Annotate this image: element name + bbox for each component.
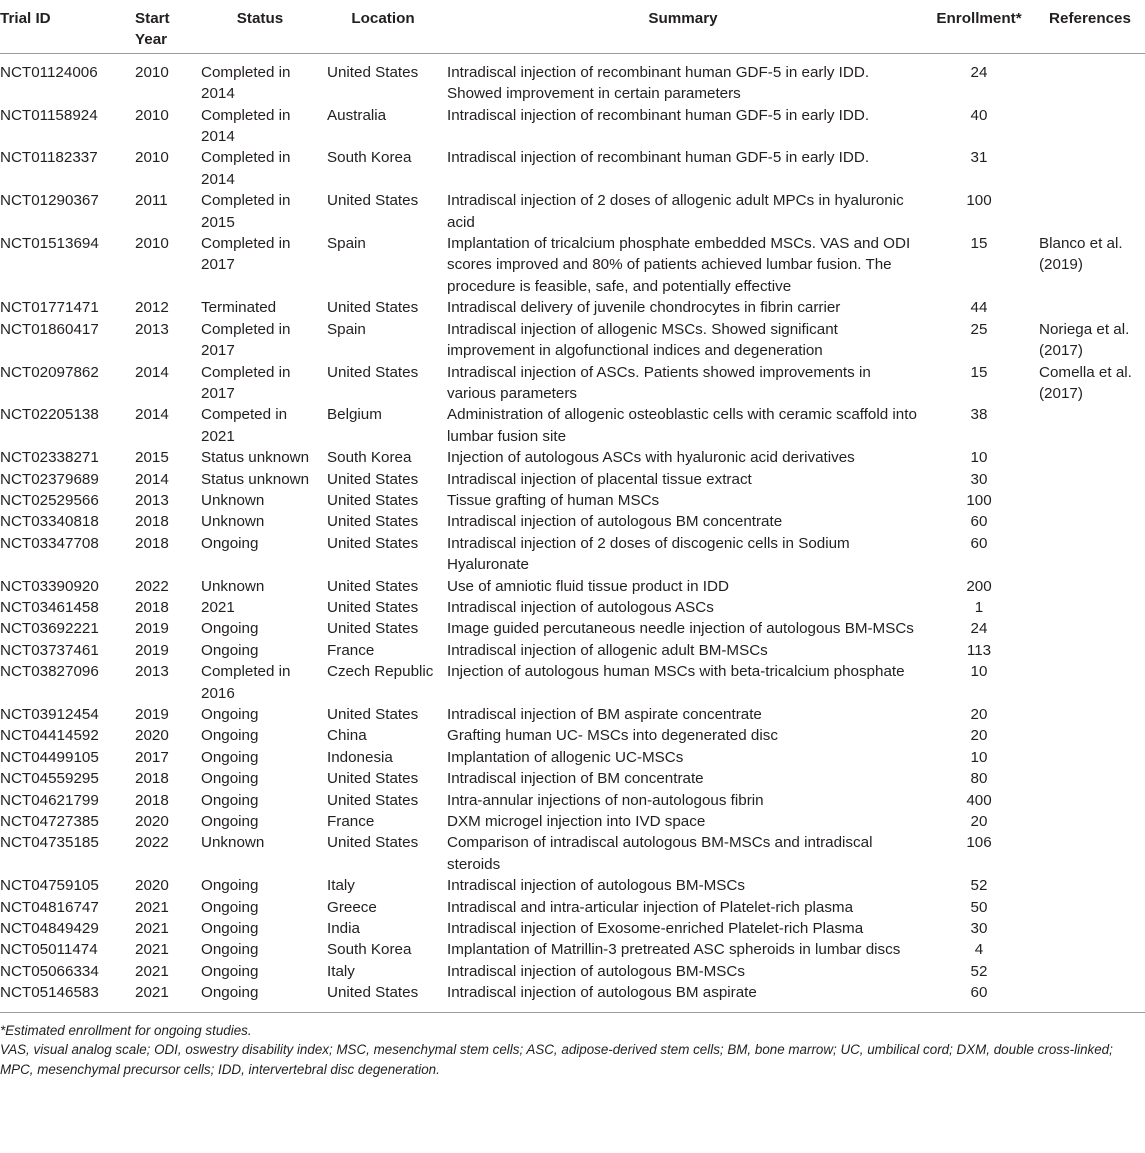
table-row: [0, 404, 1145, 447]
cell-status: Ongoing: [201, 770, 259, 788]
header-row: [0, 0, 1145, 53]
cell-references: [1035, 875, 1145, 896]
cell-location: United States: [327, 491, 419, 509]
cell-status: Ongoing: [201, 877, 259, 895]
table-row: [0, 618, 1145, 639]
cell-status: Unknown: [201, 491, 265, 509]
table-row: [0, 768, 1145, 789]
cell-summary: Intradiscal injection of autologous BM aspirate: [443, 982, 923, 1012]
cell-references: Noriega et al. (2017): [1039, 320, 1130, 360]
cell-location: United States: [327, 470, 419, 488]
cell-summary: Tissue grafting of human MSCs: [447, 491, 660, 509]
cell-summary: Intradiscal injection of 2 doses of allogenic adult MPCs in hyaluronic acid: [447, 192, 904, 231]
cell-references: [1035, 897, 1145, 918]
cell-enrollment: 15: [970, 363, 988, 381]
cell-references: [1035, 747, 1145, 768]
cell-trial-id: NCT02379689: [0, 470, 99, 488]
cell-trial-id: NCT01290367: [0, 192, 99, 210]
cell-status: Completed in 2014: [201, 63, 291, 103]
cell-start-year: 2014: [135, 363, 169, 381]
cell-references: [1035, 469, 1145, 490]
cell-status: Terminated: [201, 299, 277, 317]
cell-enrollment: 15: [970, 235, 988, 253]
table-row: [0, 576, 1145, 597]
cell-summary: Intradiscal injection of autologous BM concentrate: [447, 513, 783, 531]
cell-status: Unknown: [201, 834, 265, 852]
footnote-estimated: *Estimated enrollment for ongoing studies.: [0, 1022, 252, 1038]
cell-trial-id: NCT04559295: [0, 770, 99, 788]
cell-references: [1035, 768, 1145, 789]
cell-trial-id: NCT04499105: [0, 748, 99, 766]
header-enrollment: Enrollment*: [923, 0, 1035, 53]
cell-trial-id: NCT03347708: [0, 534, 99, 552]
table-row: [0, 597, 1145, 618]
table-row: [0, 832, 1145, 875]
cell-trial-id: NCT03737461: [0, 641, 99, 659]
cell-status: Status unknown: [201, 470, 310, 488]
cell-references: [1035, 511, 1145, 532]
cell-trial-id: NCT04849429: [0, 920, 99, 938]
cell-trial-id: NCT04816747: [0, 898, 99, 916]
cell-status: Ongoing: [201, 748, 259, 766]
cell-trial-id: NCT02338271: [0, 449, 99, 467]
cell-enrollment: 200: [966, 577, 992, 595]
cell-location: India: [327, 920, 360, 938]
cell-location: Italy: [327, 962, 355, 980]
cell-status: Competed in 2021: [201, 406, 288, 445]
cell-references: [1035, 53, 1145, 104]
cell-summary: Intradiscal and intra-articular injection of Platelet-rich plasma: [447, 898, 854, 916]
cell-summary: Intradiscal injection of 2 doses of discogenic cells in Sodium Hyaluronate: [447, 534, 850, 574]
cell-trial-id: NCT01771471: [0, 299, 99, 317]
cell-summary: Intradiscal injection of ASCs. Patients showed improvements in various parameters: [447, 363, 871, 402]
cell-references: [1035, 725, 1145, 746]
cell-trial-id: NCT04414592: [0, 727, 99, 745]
cell-location: United States: [327, 192, 419, 210]
cell-enrollment: 100: [966, 491, 992, 509]
table-row: [0, 469, 1145, 490]
cell-start-year: 2019: [135, 620, 169, 638]
cell-status: Completed in 2014: [201, 106, 291, 146]
cell-references: [1035, 490, 1145, 511]
cell-status: Ongoing: [201, 813, 259, 831]
cell-location: Italy: [327, 877, 355, 895]
cell-enrollment: 400: [966, 791, 992, 809]
cell-trial-id: NCT03692221: [0, 620, 99, 638]
cell-location: France: [327, 641, 375, 659]
table-row: [0, 190, 1145, 233]
cell-trial-id: NCT05066334: [0, 962, 99, 980]
cell-enrollment: 20: [970, 813, 988, 831]
header-references: References: [1035, 0, 1145, 53]
cell-references: [1035, 576, 1145, 597]
cell-status: Ongoing: [201, 727, 259, 745]
cell-status: Completed in 2017: [201, 363, 291, 402]
table-row: [0, 533, 1145, 576]
cell-enrollment: 24: [970, 620, 988, 638]
cell-references: [1035, 533, 1145, 576]
cell-location: Australia: [327, 106, 387, 124]
cell-start-year: 2010: [135, 235, 169, 253]
cell-enrollment: 50: [970, 898, 988, 916]
cell-status: Completed in 2017: [201, 320, 291, 360]
cell-start-year: 2011: [135, 192, 168, 210]
cell-status: Completed in 2014: [201, 149, 291, 188]
cell-start-year: 2018: [135, 791, 169, 809]
cell-start-year: 2022: [135, 834, 169, 852]
cell-summary: Implantation of allogenic UC-MSCs: [447, 748, 684, 766]
cell-enrollment: 113: [966, 641, 992, 659]
cell-enrollment: 10: [970, 449, 988, 467]
table-row: [0, 233, 1145, 297]
table-row: [0, 319, 1145, 362]
cell-summary: Comparison of intradiscal autologous BM-MSCs and intradiscal steroids: [447, 834, 873, 873]
cell-status: 2021: [201, 598, 235, 616]
cell-summary: Intradiscal injection of recombinant human GDF-5 in early IDD.: [447, 106, 870, 124]
cell-enrollment: 24: [970, 63, 988, 81]
cell-summary: Intradiscal injection of autologous ASCs: [447, 598, 714, 616]
cell-references: [1035, 105, 1145, 148]
cell-enrollment: 10: [970, 748, 988, 766]
cell-status: Completed in 2016: [201, 663, 291, 702]
cell-start-year: 2021: [135, 898, 169, 916]
cell-location: United States: [327, 63, 419, 81]
cell-start-year: 2020: [135, 877, 169, 895]
cell-references: [1035, 404, 1145, 447]
footnote-abbreviations: VAS, visual analog scale; ODI, oswestry disability index; MSC, mesenchymal stem cells; ASC, adipose-derived stem cells; BM, bone marrow; UC, umbilical cord; DXM, double cross-linked; MPC, mesenchymal precursor cells; IDD, intervertebral disc degeneration.: [0, 1042, 1113, 1077]
cell-start-year: 2010: [135, 149, 169, 167]
cell-location: Indonesia: [327, 748, 393, 766]
cell-location: United States: [323, 982, 443, 1012]
cell-location: United States: [327, 598, 419, 616]
table-row: [0, 961, 1145, 982]
cell-references: [1035, 661, 1145, 704]
cell-summary: Implantation of tricalcium phosphate embedded MSCs. VAS and ODI scores improved and 80% of patients achieved lumbar fusion. The procedure is feasible, safe, and potentially effective: [447, 235, 911, 295]
cell-location: United States: [327, 620, 419, 638]
table-row: [0, 147, 1145, 190]
table-row: [0, 747, 1145, 768]
table-row: [0, 490, 1145, 511]
cell-start-year: 2013: [135, 491, 169, 509]
cell-location: United States: [327, 791, 419, 809]
cell-location: United States: [327, 363, 419, 381]
cell-location: South Korea: [327, 941, 412, 959]
cell-references: [1035, 939, 1145, 960]
cell-references: [1035, 447, 1145, 468]
cell-status: Completed in 2015: [201, 192, 291, 231]
cell-enrollment: 60: [923, 982, 1035, 1012]
table-row: [0, 939, 1145, 960]
cell-start-year: 2018: [135, 770, 169, 788]
cell-trial-id: NCT04735185: [0, 834, 99, 852]
cell-summary: Intradiscal injection of placental tissue extract: [447, 470, 752, 488]
cell-references: [1035, 811, 1145, 832]
table-row: [0, 640, 1145, 661]
header-summary: Summary: [443, 0, 923, 53]
cell-enrollment: 52: [970, 877, 988, 895]
cell-summary: Intradiscal injection of recombinant human GDF-5 in early IDD. Showed improvement in certain parameters: [447, 63, 870, 103]
cell-status: Unknown: [201, 577, 265, 595]
cell-trial-id: NCT03340818: [0, 513, 99, 531]
cell-enrollment: 40: [970, 106, 988, 124]
cell-summary: Administration of allogenic osteoblastic cells with ceramic scaffold into lumbar fusion site: [447, 406, 917, 445]
cell-location: United States: [327, 577, 419, 595]
cell-location: United States: [327, 770, 419, 788]
cell-references: [1035, 790, 1145, 811]
cell-start-year: 2019: [135, 706, 169, 723]
table-row: [0, 725, 1145, 746]
cell-enrollment: 31: [970, 149, 988, 167]
cell-status: Ongoing: [201, 941, 259, 959]
cell-status: Ongoing: [201, 706, 259, 723]
cell-trial-id: NCT01182337: [0, 149, 98, 167]
table-row: [0, 511, 1145, 532]
cell-status: Unknown: [201, 513, 265, 531]
cell-enrollment: 20: [970, 727, 988, 745]
table-row: [0, 897, 1145, 918]
table-row: [0, 53, 1145, 104]
cell-references: [1035, 297, 1145, 318]
table-row: [0, 704, 1145, 725]
cell-trial-id: NCT01124006: [0, 63, 98, 81]
cell-references: [1035, 147, 1145, 190]
cell-start-year: 2014: [135, 470, 169, 488]
cell-trial-id: NCT04621799: [0, 791, 99, 809]
cell-summary: Intradiscal injection of BM aspirate concentrate: [447, 706, 762, 723]
cell-summary: Intradiscal injection of recombinant human GDF-5 in early IDD.: [447, 149, 870, 167]
cell-enrollment: 4: [974, 941, 984, 959]
cell-references: [1035, 832, 1145, 875]
cell-summary: Intradiscal injection of allogenic adult BM-MSCs: [447, 641, 768, 659]
table-row: [0, 661, 1145, 704]
cell-trial-id: NCT03390920: [0, 577, 99, 595]
cell-references: [1035, 618, 1145, 639]
cell-status: Ongoing: [201, 534, 259, 552]
cell-summary: Intradiscal injection of allogenic MSCs. Showed significant improvement in algofunctional indices and degeneration: [447, 320, 838, 360]
cell-location: United States: [327, 706, 419, 723]
cell-enrollment: 60: [970, 534, 988, 552]
cell-trial-id: NCT05011474: [0, 941, 98, 959]
cell-enrollment: 100: [966, 192, 992, 210]
cell-enrollment: 20: [970, 706, 988, 723]
cell-location: Czech Republic: [327, 663, 434, 681]
cell-location: Belgium: [327, 406, 382, 424]
cell-status: Status unknown: [201, 449, 310, 467]
cell-start-year: 2018: [135, 534, 169, 552]
cell-summary: Intradiscal injection of autologous BM-MSCs: [447, 877, 745, 895]
cell-status: Ongoing: [201, 641, 259, 659]
cell-start-year: 2021: [135, 941, 169, 959]
cell-location: United States: [327, 534, 419, 552]
cell-status: Ongoing: [201, 920, 259, 938]
cell-summary: Intradiscal delivery of juvenile chondrocytes in fibrin carrier: [447, 299, 841, 317]
cell-references: [1035, 918, 1145, 939]
table-row: [0, 790, 1145, 811]
cell-references: [1035, 597, 1145, 618]
cell-summary: DXM microgel injection into IVD space: [447, 813, 706, 831]
cell-start-year: 2012: [135, 299, 169, 317]
cell-summary: Intradiscal injection of Exosome-enriched Platelet-rich Plasma: [447, 920, 864, 938]
header-location: Location: [323, 0, 443, 53]
cell-summary: Injection of autologous ASCs with hyaluronic acid derivatives: [447, 449, 855, 467]
table-footnotes: [0, 1013, 1145, 1080]
table-row: [0, 982, 1145, 1012]
cell-trial-id: NCT03461458: [0, 598, 99, 616]
cell-enrollment: 80: [970, 770, 988, 788]
cell-enrollment: 38: [970, 406, 988, 424]
cell-location: China: [327, 727, 367, 745]
cell-start-year: 2021: [135, 962, 169, 980]
cell-location: France: [327, 813, 375, 831]
cell-location: Spain: [327, 235, 366, 253]
cell-start-year: 2013: [135, 320, 169, 338]
cell-summary: Use of amniotic fluid tissue product in IDD: [447, 577, 729, 595]
cell-location: United States: [327, 299, 419, 317]
cell-location: Spain: [327, 320, 366, 338]
cell-references: [1035, 982, 1145, 1012]
cell-enrollment: 44: [970, 299, 988, 317]
cell-start-year: 2019: [135, 641, 169, 659]
cell-start-year: 2020: [135, 813, 169, 831]
table-row: [0, 918, 1145, 939]
header-status: Status: [197, 0, 323, 53]
cell-start-year: 2017: [135, 748, 169, 766]
cell-summary: Intradiscal injection of autologous BM-MSCs: [447, 962, 745, 980]
cell-start-year: 2013: [135, 663, 169, 681]
cell-trial-id: NCT05146583: [0, 982, 131, 1012]
cell-summary: Implantation of Matrillin-3 pretreated ASC spheroids in lumbar discs: [447, 941, 901, 959]
cell-status: Ongoing: [201, 620, 259, 638]
cell-status: Ongoing: [197, 982, 323, 1012]
cell-status: Ongoing: [201, 962, 259, 980]
table-row: [0, 875, 1145, 896]
cell-status: Ongoing: [201, 898, 259, 916]
cell-enrollment: 106: [966, 834, 992, 852]
cell-summary: Intra-annular injections of non-autologous fibrin: [447, 791, 764, 809]
cell-location: United States: [327, 834, 419, 852]
table-row: [0, 297, 1145, 318]
cell-trial-id: NCT02529566: [0, 491, 99, 509]
cell-references: Comella et al. (2017): [1039, 363, 1132, 402]
cell-summary: Grafting human UC- MSCs into degenerated disc: [447, 727, 778, 745]
cell-enrollment: 1: [974, 598, 984, 616]
cell-start-year: 2021: [135, 920, 169, 938]
cell-status: Ongoing: [201, 791, 259, 809]
cell-enrollment: 30: [970, 920, 988, 938]
cell-trial-id: NCT01860417: [0, 320, 99, 338]
cell-enrollment: 25: [970, 320, 988, 338]
cell-trial-id: NCT04727385: [0, 813, 99, 831]
table-row: [0, 447, 1145, 468]
cell-trial-id: NCT02205138: [0, 406, 99, 424]
cell-status: Completed in 2017: [201, 235, 291, 274]
cell-trial-id: NCT01158924: [0, 106, 98, 124]
header-trial-id: Trial ID: [0, 0, 131, 53]
table-row: [0, 105, 1145, 148]
cell-start-year: 2015: [135, 449, 169, 467]
cell-start-year: 2018: [135, 598, 169, 616]
cell-summary: Image guided percutaneous needle injection of autologous BM-MSCs: [447, 620, 914, 638]
cell-location: Greece: [327, 898, 377, 916]
cell-references: Blanco et al. (2019): [1039, 235, 1123, 274]
cell-start-year: 2022: [135, 577, 169, 595]
cell-enrollment: 60: [970, 513, 988, 531]
cell-trial-id: NCT04759105: [0, 877, 99, 895]
cell-references: [1035, 961, 1145, 982]
cell-trial-id: NCT01513694: [0, 235, 99, 253]
cell-start-year: 2014: [135, 406, 169, 424]
cell-start-year: 2010: [135, 106, 169, 124]
cell-trial-id: NCT03912454: [0, 706, 99, 723]
cell-summary: Injection of autologous human MSCs with beta-tricalcium phosphate: [447, 663, 905, 681]
header-start-year: Start Year: [131, 0, 197, 53]
cell-start-year: 2018: [135, 513, 169, 531]
cell-location: South Korea: [327, 149, 412, 167]
cell-location: United States: [327, 513, 419, 531]
table-row: [0, 811, 1145, 832]
table-row: [0, 362, 1145, 405]
cell-enrollment: 52: [970, 962, 988, 980]
cell-references: [1035, 704, 1145, 725]
cell-trial-id: NCT03827096: [0, 663, 99, 681]
cell-references: [1035, 190, 1145, 233]
cell-start-year: 2010: [135, 63, 169, 81]
cell-enrollment: 30: [970, 470, 988, 488]
cell-location: South Korea: [327, 449, 412, 467]
cell-start-year: 2020: [135, 727, 169, 745]
cell-trial-id: NCT02097862: [0, 363, 99, 381]
cell-summary: Intradiscal injection of BM concentrate: [447, 770, 704, 788]
cell-start-year: 2021: [131, 982, 197, 1012]
cell-references: [1035, 640, 1145, 661]
cell-enrollment: 10: [970, 663, 988, 681]
